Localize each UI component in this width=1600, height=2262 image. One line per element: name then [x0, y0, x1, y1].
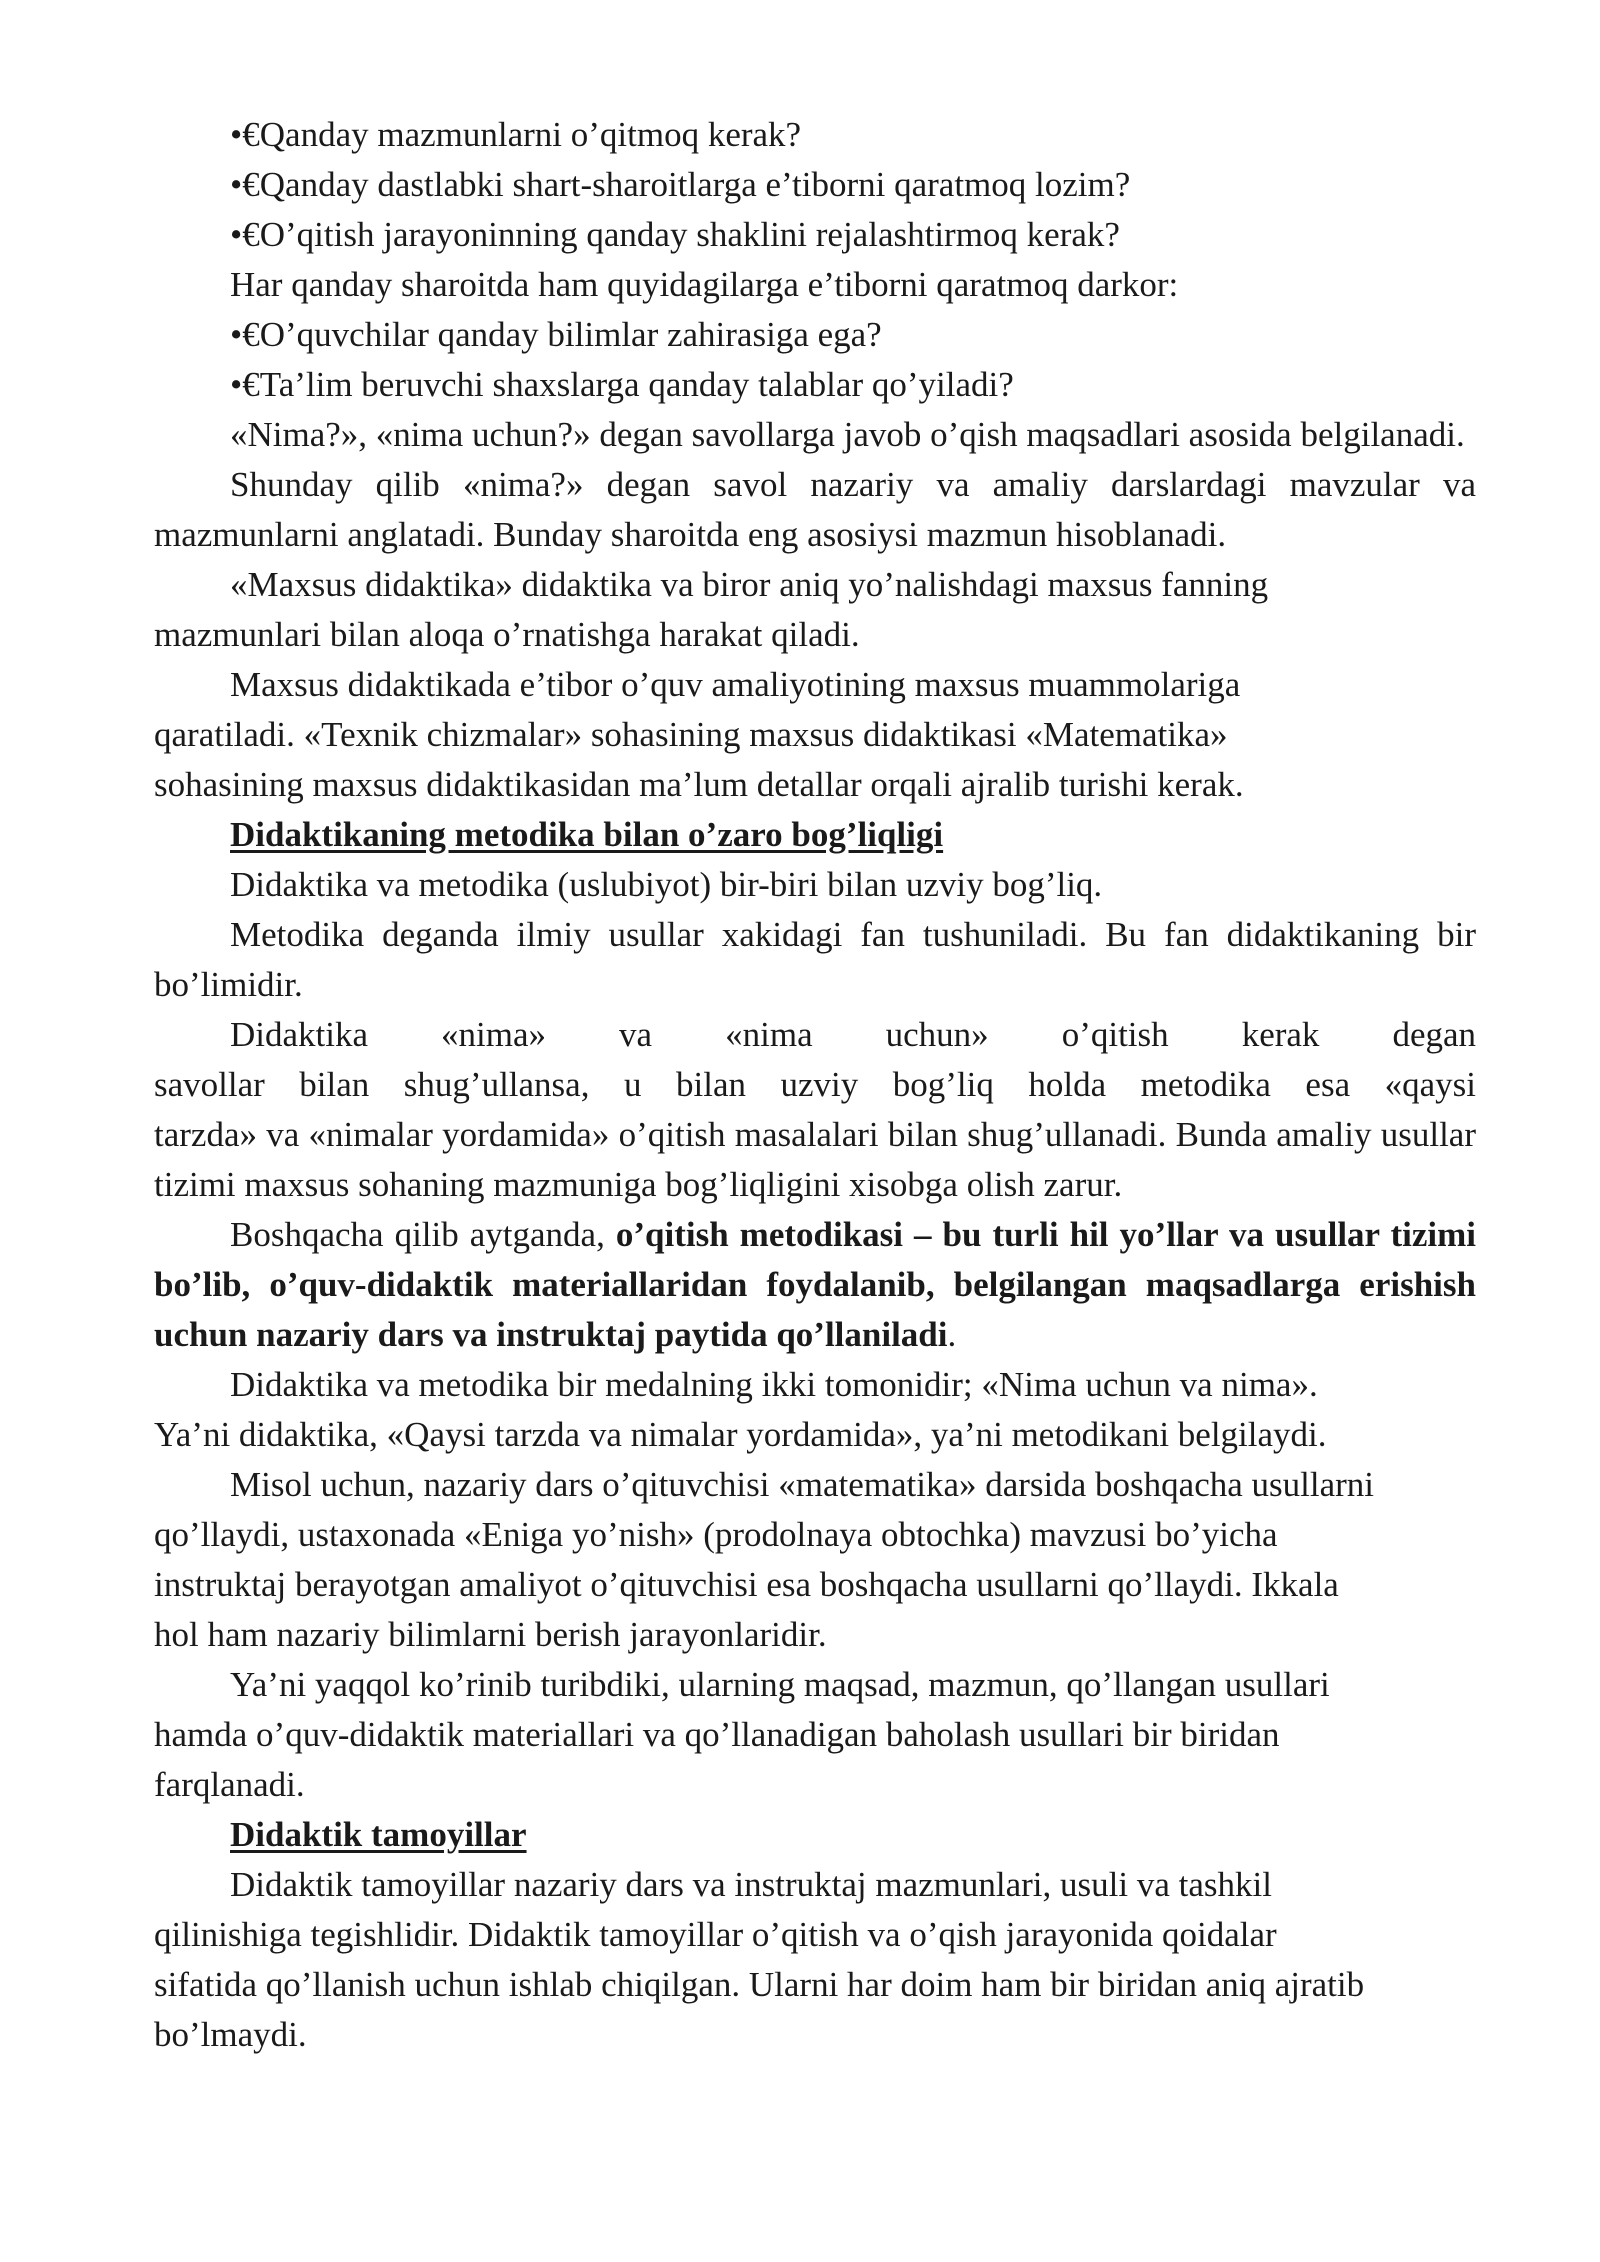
- section-heading: Didaktikaning metodika bilan o’zaro bog’liqligi: [230, 815, 944, 854]
- paragraph-boshqacha: [154, 1210, 1476, 1360]
- text-line: farqlanadi.: [154, 1765, 305, 1804]
- text-span: metodika esa: [1140, 1065, 1351, 1104]
- text-span: uchun» o’qitish: [885, 1015, 1169, 1054]
- paragraph-yani: [154, 1660, 1476, 1810]
- bold-definition: o’qitish metodikasi – bu turli hil yo’llar va usullar tizimi bo’lib, o’quv-didaktik materiallaridan foydalanib, belgilangan maqsadlarga erishish uchun nazariy dars va instruktaj paytida qo’llaniladi: [154, 1215, 1476, 1354]
- paragraph-maxsus-muammolar: [154, 660, 1476, 810]
- text-line: Misol uchun, nazariy dars o’qituvchisi «matematika» darsida boshqacha usullarni: [230, 1465, 1375, 1504]
- paragraph-maxsus-didaktika: [154, 560, 1476, 660]
- paragraph-didaktika-metodika: Didaktika va metodika (uslubiyot) bir-biri bilan uzviy bog’liq.: [230, 865, 1103, 904]
- text-span: kerak degan: [1241, 1015, 1477, 1054]
- text-line: qilinishiga tegishlidir. Didaktik tamoyillar o’qitish va o’qish jarayonida qoidalar: [154, 1915, 1277, 1954]
- text-line: mazmunlari bilan aloqa o’rnatishga harakat qiladi.: [154, 615, 860, 654]
- paragraph-nima-uchun: [154, 1010, 1476, 1210]
- text-span: Didaktika «nima» va «nima: [230, 1015, 813, 1054]
- bullet-item: •€Qanday mazmunlarni o’qitmoq kerak?: [230, 115, 802, 154]
- text-line: sifatida qo’llanish uchun ishlab chiqilgan. Ularni har doim ham bir biridan aniq ajratib: [154, 1965, 1365, 2004]
- bullet-item: •€Ta’lim beruvchi shaxslarga qanday talablar qo’yiladi?: [230, 365, 1014, 404]
- text-line: [154, 1060, 1476, 1110]
- bullet-item: •€Qanday dastlabki shart-sharoitlarga e’tiborni qaratmoq lozim?: [230, 165, 1131, 204]
- text-line: hol ham nazariy bilimlarni berish jarayonlaridir.: [154, 1615, 827, 1654]
- section-heading: Didaktik tamoyillar: [230, 1815, 527, 1854]
- intro-line: Har qanday sharoitda ham quyidagilarga e’tiborni qaratmoq darkor:: [230, 265, 1179, 304]
- paragraph-medal: [154, 1360, 1476, 1460]
- bullet-item: •€O’quvchilar qanday bilimlar zahirasiga ega?: [230, 315, 882, 354]
- text-block: tarzda» va «nimalar yordamida» o’qitish masalalari bilan shug’ullanadi. Bunda amaliy usullar tizimi maxsus sohaning mazmuniga bog’liqligini xisobga olish zarur.: [154, 1115, 1476, 1204]
- paragraph-misol: [154, 1460, 1476, 1660]
- text-line: qo’llaydi, ustaxonada «Eniga yo’nish» (prodolnaya obtochka) mavzusi bo’yicha: [154, 1515, 1278, 1554]
- text-span: u: [623, 1065, 642, 1104]
- text-line: sohasining maxsus didaktikasidan ma’lum detallar orqali ajralib turishi kerak.: [154, 765, 1244, 804]
- text-line: Didaktik tamoyillar nazariy dars va instruktaj mazmunlari, usuli va tashkil: [230, 1865, 1272, 1904]
- text-line: Didaktika va metodika bir medalning ikki tomonidir; «Nima uchun va nima».: [230, 1365, 1318, 1404]
- text-line: hamda o’quv-didaktik materiallari va qo’llanadigan baholash usullari bir biridan: [154, 1715, 1280, 1754]
- text-span: bog’liq holda: [892, 1065, 1107, 1104]
- paragraph-nima: «Nima?», «nima uchun?» degan savollarga javob o’qish maqsadlari asosida belgilanadi.: [230, 415, 1465, 454]
- text-line: instruktaj berayotgan amaliyot o’qituvchisi esa boshqacha usullarni qo’llaydi. Ikkala: [154, 1565, 1339, 1604]
- text-span: bilan uzviy: [676, 1065, 859, 1104]
- text-line: [154, 1010, 1476, 1060]
- text-line: Maxsus didaktikada e’tibor o’quv amaliyotining maxsus muammolariga: [230, 665, 1241, 704]
- text-line: Ya’ni yaqqol ko’rinib turibdiki, ularning maqsad, mazmun, qo’llangan usullari: [230, 1665, 1330, 1704]
- text-line: qaratiladi. «Texnik chizmalar» sohasining maxsus didaktikasi «Matematika»: [154, 715, 1228, 754]
- text-line: bo’lmaydi.: [154, 2015, 307, 2054]
- text-span: .: [947, 1315, 957, 1354]
- text-line: «Maxsus didaktika» didaktika va biror aniq yo’nalishdagi maxsus fanning: [230, 565, 1269, 604]
- paragraph-tamoyillar: [154, 1860, 1476, 2060]
- paragraph-metodika: Metodika deganda ilmiy usullar xakidagi fan tushuniladi. Bu fan didaktikaning bir bo’limidir.: [154, 915, 1476, 1004]
- text-span: savollar bilan shug’ullansa,: [154, 1065, 590, 1104]
- bullet-item: •€O’qitish jarayoninning qanday shaklini rejalashtirmoq kerak?: [230, 215, 1120, 254]
- document-page: [154, 110, 1476, 2060]
- paragraph-shunday: Shunday qilib «nima?» degan savol nazariy va amaliy darslardagi mavzular va mazmunlarni anglatadi. Bunday sharoitda eng asosiysi mazmun hisoblanadi.: [154, 465, 1476, 554]
- text-span: «qaysi: [1384, 1065, 1477, 1104]
- text-span: Boshqacha qilib aytganda,: [230, 1215, 616, 1254]
- text-line: Ya’ni didaktika, «Qaysi tarzda va nimalar yordamida», ya’ni metodikani belgilaydi.: [154, 1415, 1327, 1454]
